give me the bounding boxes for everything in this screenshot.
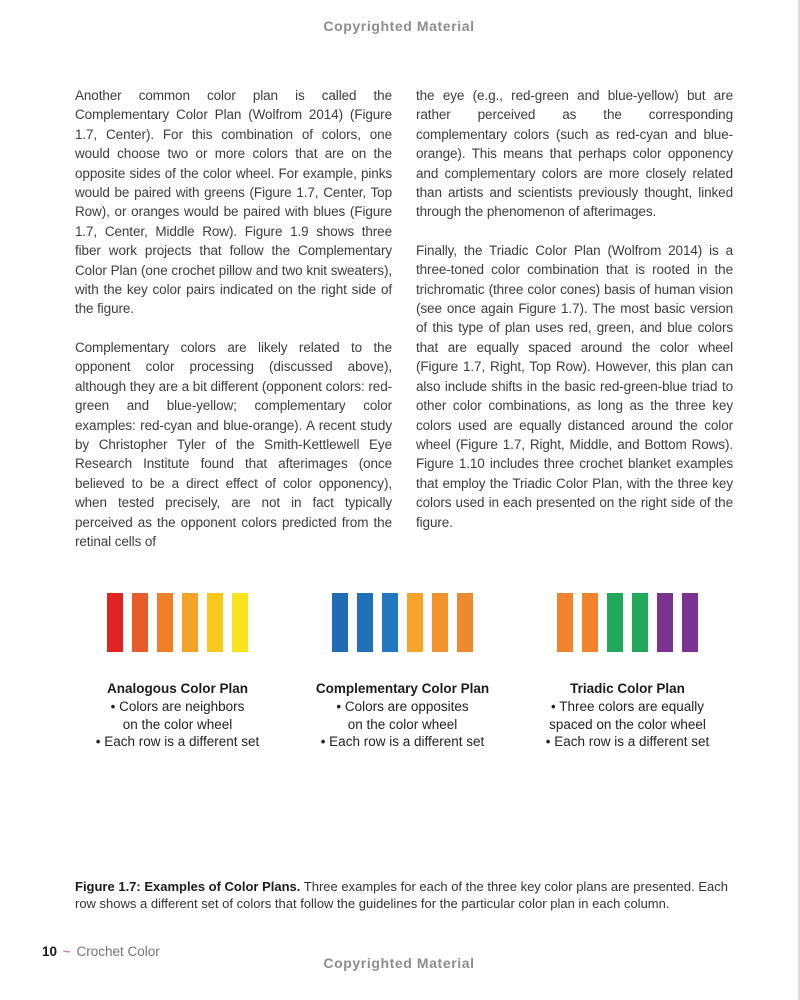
color-bar-group <box>107 575 248 688</box>
color-bar <box>182 593 198 652</box>
plan-caption <box>546 680 710 751</box>
plan-title: Analogous Color Plan <box>106 681 248 696</box>
color-bar <box>382 593 398 652</box>
color-bar <box>157 593 173 652</box>
copyright-notice-top: Copyrighted Material <box>323 18 475 34</box>
color-bar-group <box>557 575 698 688</box>
color-bar-row <box>557 593 698 652</box>
color-bar <box>682 593 698 652</box>
color-bar <box>207 593 223 652</box>
color-bar <box>607 593 623 652</box>
color-bar <box>457 593 473 652</box>
color-bar <box>332 593 348 652</box>
plan-bullet-line: • Colors are opposites <box>336 699 469 714</box>
color-bar <box>407 593 423 652</box>
plan-bullet-line: on the color wheel <box>122 716 233 732</box>
color-bar <box>107 593 123 652</box>
plan-bullet-line: • Each row is a different set <box>320 734 485 749</box>
plan-bullet-line: • Colors are neighbors <box>110 699 245 714</box>
plan-caption <box>96 680 260 751</box>
plan-bullet-line: • Three colors are equally <box>550 699 705 714</box>
color-bar-row <box>107 593 248 652</box>
copyright-notice-bottom: Copyrighted Material <box>323 955 475 971</box>
paragraph: the eye (e.g., red-green and blue-yellow) but are rather perceived as the corresponding complementary colors (such as red-cyan and blue-orange). This means that perhaps color opponency and complementary colors are more closely related than artists and scientists previously thought, linked through the phenomenon of afterimages. <box>416 88 733 220</box>
figure-caption <box>75 879 735 912</box>
page-number: 10 <box>42 944 58 959</box>
figure-caption-label: Figure 1.7: Examples of Color Plans. <box>75 879 301 894</box>
color-bar <box>357 593 373 652</box>
color-bar <box>632 593 648 652</box>
color-plan-column <box>65 575 290 751</box>
paragraph: Another common color plan is called the Complementary Color Plan (Wolfrom 2014) (Figure 1.7, Center). For this combination of colors, one would choose two or more colors that are on the opposite sides of the color wheel. For example, pinks would be paired with greens (Figure 1.7, Center, Top Row), or oranges would be paired with blues (Figure 1.7, Center, Middle Row). Figure 1.9 shows three fiber work projects that follow the Complementary Color Plan (one crochet pillow and two knit sweaters), with the key color pairs indicated on the right side of the figure. <box>75 88 392 317</box>
right-column <box>416 86 733 570</box>
color-bar <box>232 593 248 652</box>
left-column <box>75 86 392 570</box>
color-plan-column <box>515 575 740 751</box>
paragraph: Complementary colors are likely related to the opponent color processing (discussed above), although they are a bit different (opponent colors: red-green and blue-yellow; complementary color examples: red-cyan and blue-orange). A recent study by Christopher Tyler of the Smith-Kettlewell Eye Research Institute found that afterimages (once believed to be a direct effect of color opponency), when tested precisely, are not in fact typically perceived as the opponent colors predicted from the retinal cells of <box>75 339 392 549</box>
color-bar <box>582 593 598 652</box>
body-text <box>75 86 733 570</box>
color-bar <box>132 593 148 652</box>
color-bar-row <box>332 593 473 652</box>
plan-bullet-line: • Each row is a different set <box>545 734 710 749</box>
figure-plans <box>65 575 740 751</box>
footer-separator: ~ <box>62 944 71 959</box>
color-bar <box>657 593 673 652</box>
plan-bullet-line: spaced on the color wheel <box>549 716 706 732</box>
color-plan-column <box>290 575 515 751</box>
plan-bullet-line: on the color wheel <box>347 716 458 732</box>
plan-caption <box>316 680 489 751</box>
plan-bullet-line: • Each row is a different set <box>95 734 260 749</box>
paragraph: Finally, the Triadic Color Plan (Wolfrom 2014) is a three-toned color combination that is rooted in the trichromatic (three color cones) basis of human vision (see once again Figure 1.7). The most basic version of this type of plan uses red, green, and blue colors that are equally spaced around the color wheel (Figure 1.7, Right, Top Row). However, this plan can also include shifts in the basic red-green-blue triad to other color combinations, as long as the three key colors used are equally distanced around the color wheel (Figure 1.7, Right, Middle, and Bottom Rows). Figure 1.10 includes three crochet blanket examples that employ the Triadic Color Plan, with the three key colors used in each presented on the right side of the figure. <box>416 242 733 530</box>
figure-caption-text: Three examples for each of the three key color plans are presented. Each row shows a different set of colors that follow the guidelines for the particular color plan in each column. <box>75 879 728 911</box>
plan-title: Triadic Color Plan <box>570 681 685 696</box>
color-bar <box>432 593 448 652</box>
book-title: Crochet Color <box>76 944 160 959</box>
plan-title: Complementary Color Plan <box>315 681 490 696</box>
color-bar-group <box>332 575 473 688</box>
color-bar <box>557 593 573 652</box>
